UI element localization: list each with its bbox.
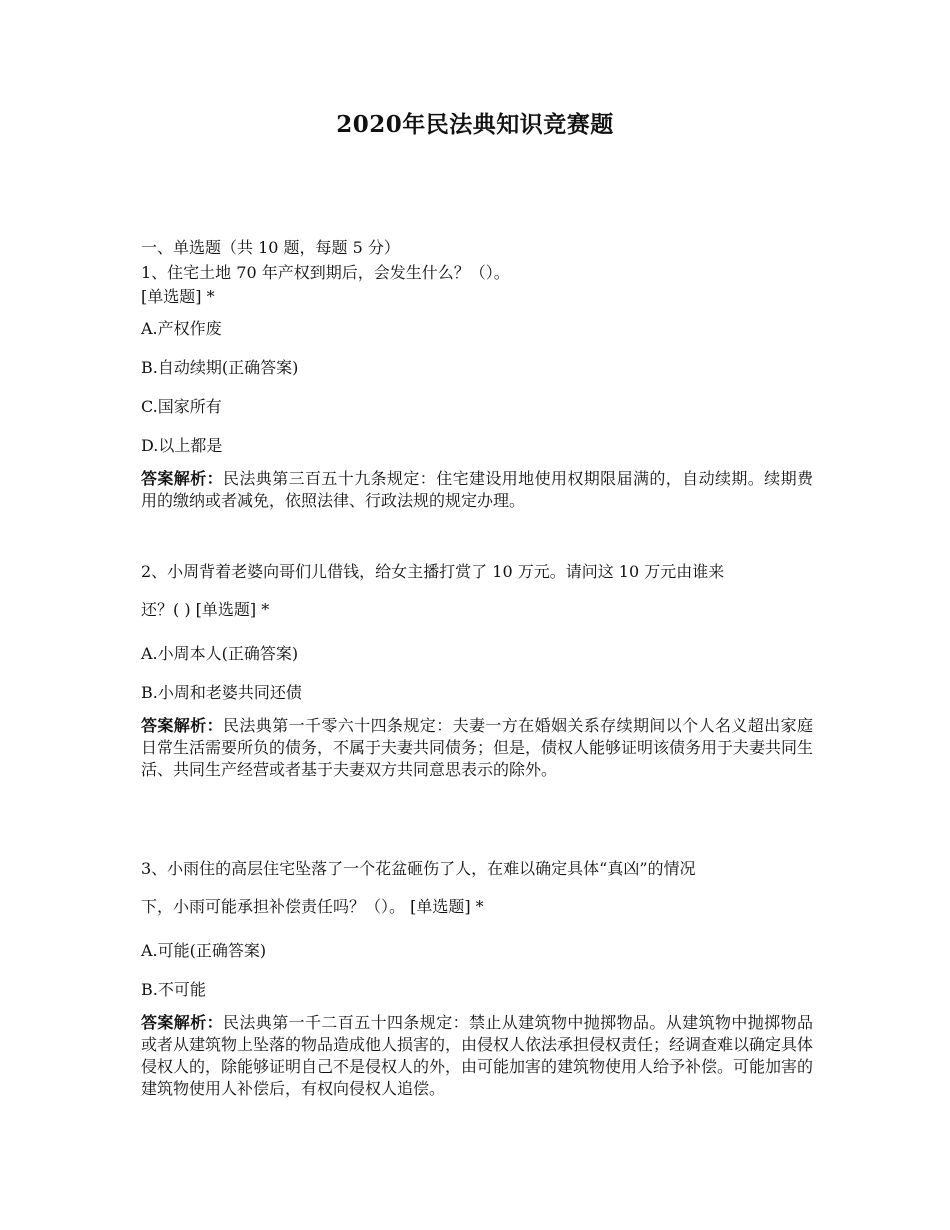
question-1-tag: [单选题] *: [141, 287, 215, 306]
question-2-explanation: [141, 715, 813, 781]
question-1-option-c: C.国家所有: [141, 397, 222, 416]
answer-label: 答案解析：: [141, 469, 223, 488]
question-3-stem-line-1: 3、小雨住的高层住宅坠落了一个花盆砸伤了人，在难以确定具体“真凶”的情况: [141, 859, 696, 878]
question-1-option-d: D.以上都是: [141, 436, 223, 455]
question-1-option-b: B.自动续期(正确答案): [141, 358, 299, 377]
question-3-option-a: A.可能(正确答案): [141, 941, 267, 960]
question-3-explanation-text: 民法典第一千二百五十四条规定：禁止从建筑物中抛掷物品。从建筑物中抛掷物品或者从建筑物上坠落的物品造成他人损害的，由侵权人依法承担侵权责任；经调查难以确定具体侵权人的，除能够证明自己不是侵权人的外，由可能加害的建筑物使用人给予补偿。可能加害的建筑物使用人补偿后，有权向侵权人追偿。: [141, 1013, 814, 1098]
question-3-stem-line-2: 下，小雨可能承担补偿责任吗？（）。 [单选题] *: [141, 897, 484, 916]
document-title: 2020年民法典知识竞赛题: [336, 111, 614, 138]
question-1-stem: 1、住宅土地 70 年产权到期后，会发生什么？（）。: [141, 263, 510, 282]
question-2-stem-line-1: 2、小周背着老婆向哥们儿借钱，给女主播打赏了 10 万元。请问这 10 万元由谁来: [141, 562, 725, 581]
question-1-option-a: A.产权作废: [141, 319, 222, 338]
question-2-explanation-text: 民法典第一千零六十四条规定：夫妻一方在婚姻关系存续期间以个人名义超出家庭日常生活需要所负的债务，不属于夫妻共同债务；但是，债权人能够证明该债务用于夫妻共同生活、共同生产经营或者基于夫妻双方共同意思表示的除外。: [141, 716, 814, 779]
question-2-option-a: A.小周本人(正确答案): [141, 644, 299, 663]
question-3-option-b: B.不可能: [141, 980, 206, 999]
section-heading: 一、单选题（共 10 题，每题 5 分）: [141, 238, 400, 257]
question-1-explanation: [141, 468, 813, 512]
answer-label: 答案解析：: [141, 716, 223, 735]
question-1-explanation-text: 民法典第三百五十九条规定：住宅建设用地使用权期限届满的，自动续期。续期费用的缴纳或者减免，依照法律、行政法规的规定办理。: [141, 469, 813, 510]
question-3-explanation: [141, 1012, 813, 1100]
question-2-stem-line-2: 还？( ) [单选题] *: [141, 600, 270, 619]
question-2-option-b: B.小周和老婆共同还债: [141, 683, 302, 702]
answer-label: 答案解析：: [141, 1013, 223, 1032]
